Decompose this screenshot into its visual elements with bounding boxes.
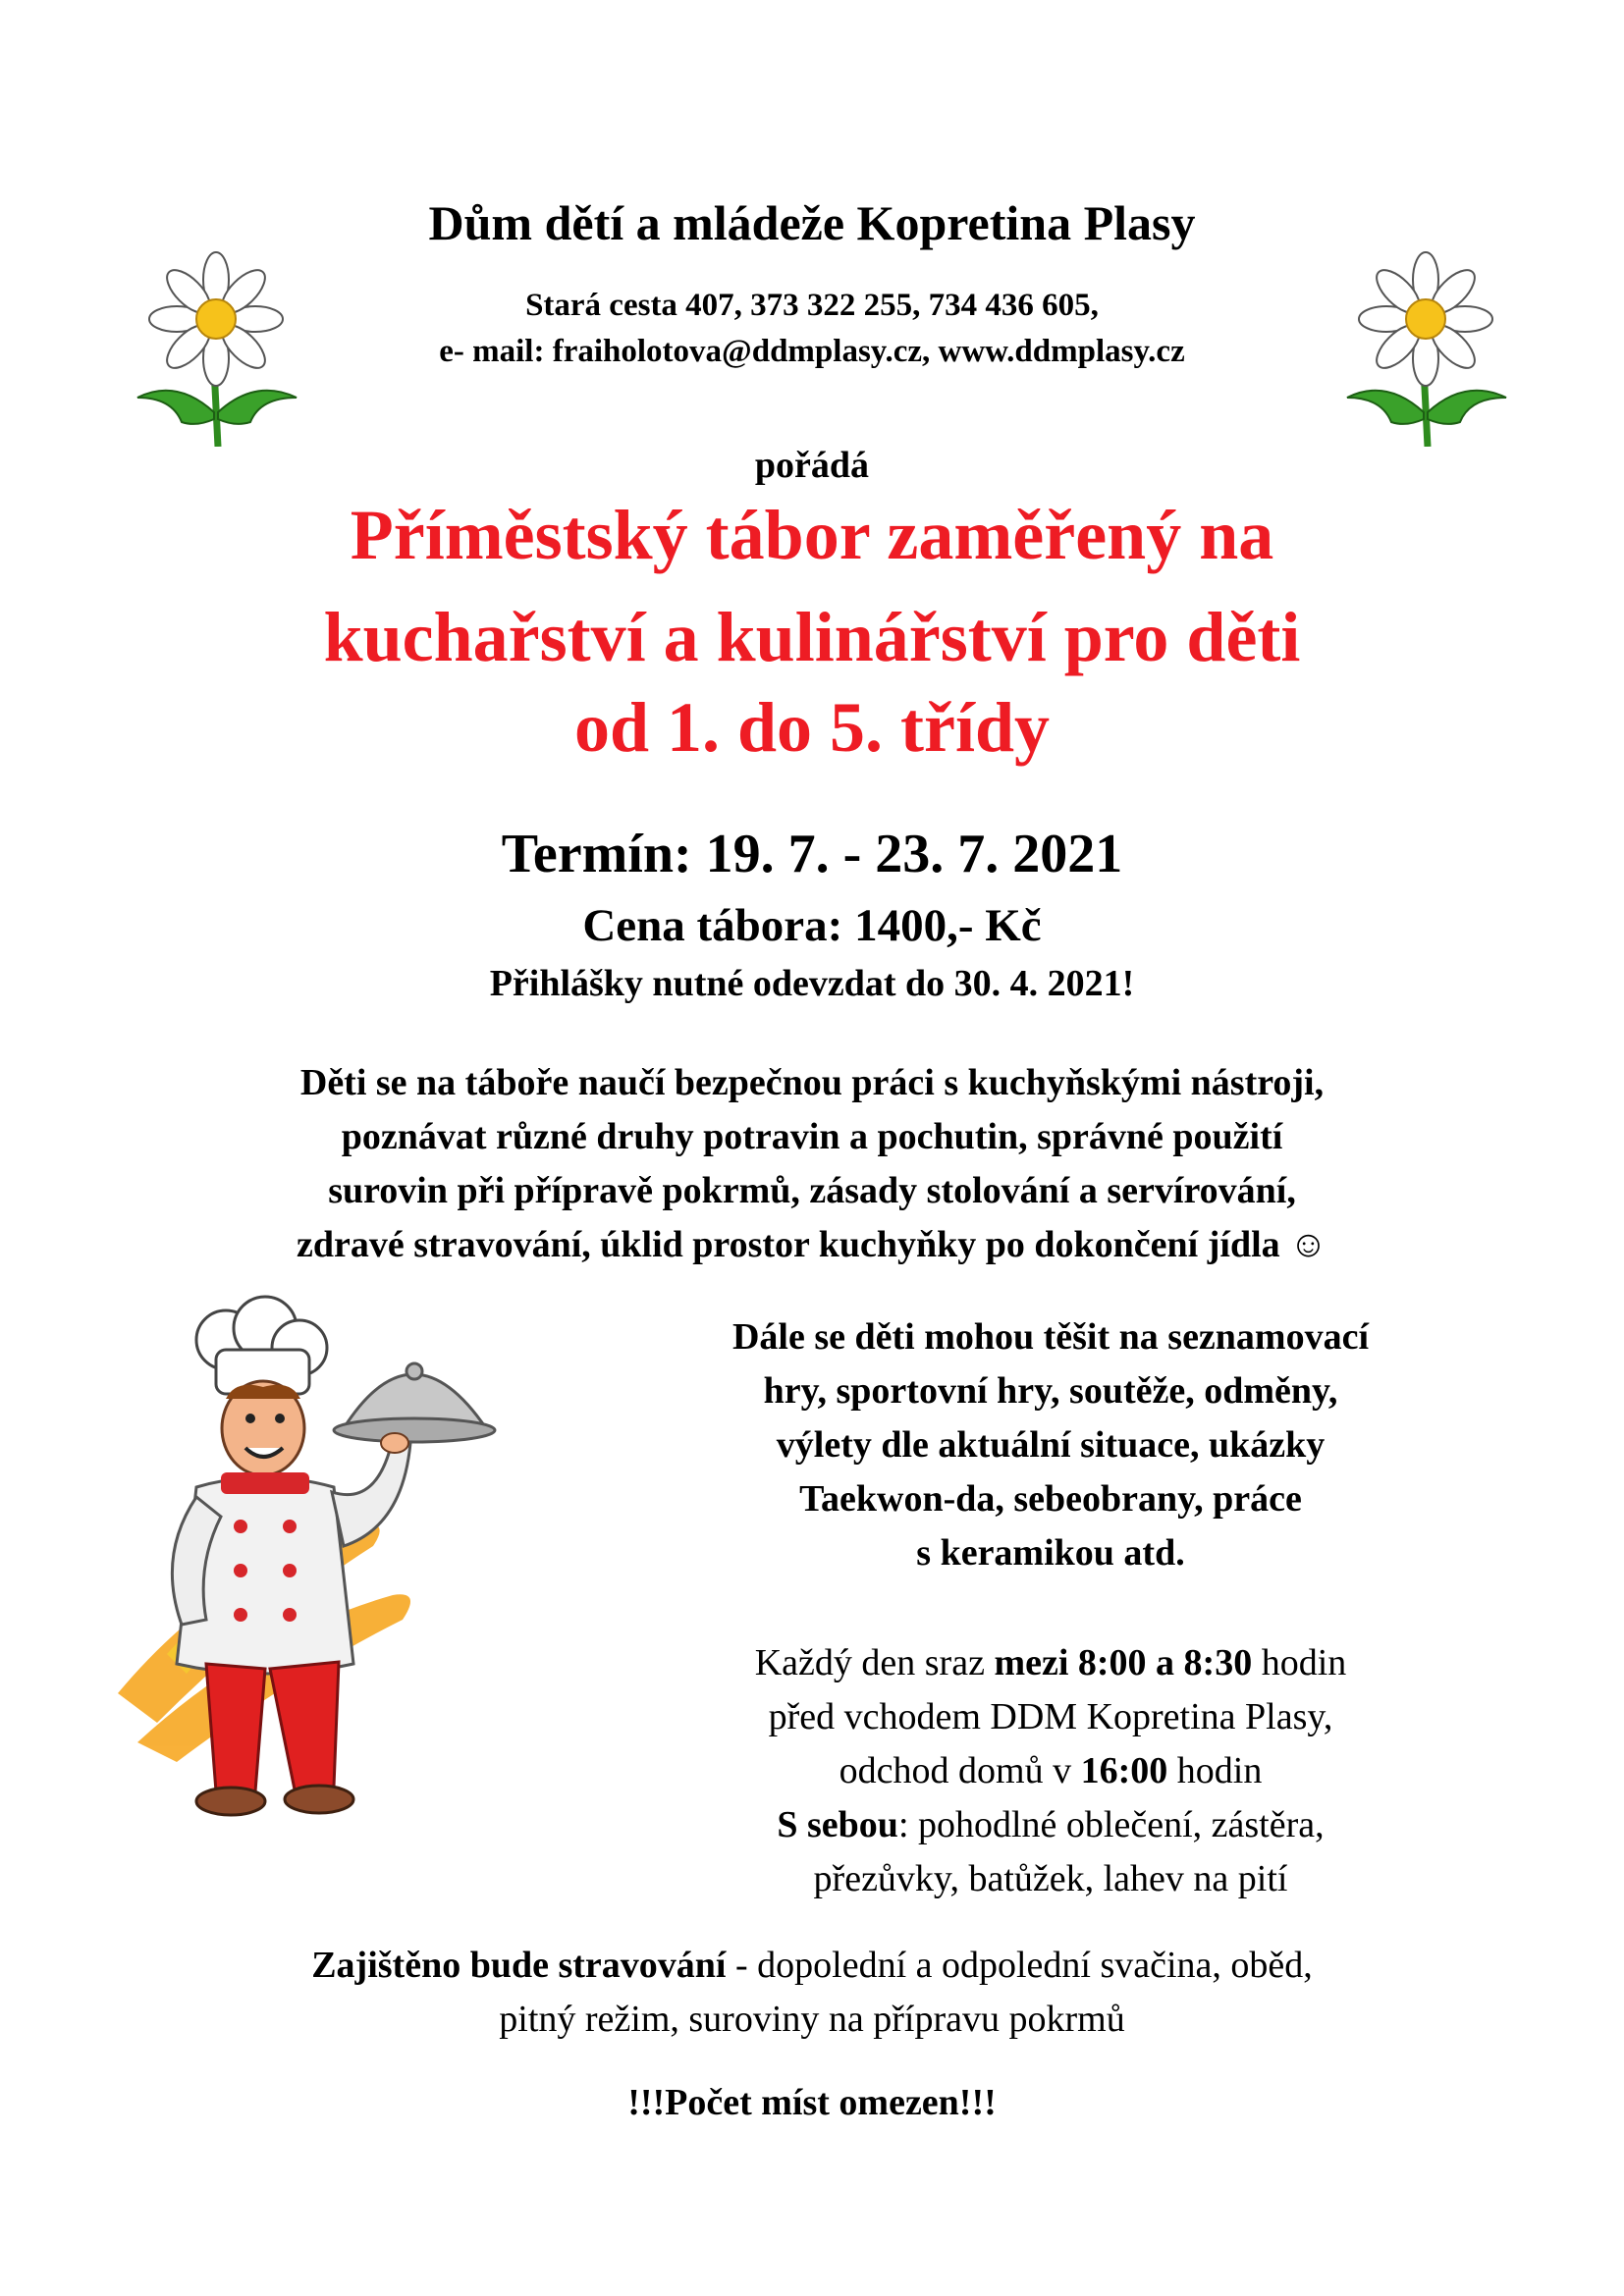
activities-line: hry, sportovní hry, soutěže, odměny, xyxy=(763,1370,1338,1412)
departure-time: 16:00 xyxy=(1080,1750,1168,1791)
organizes-text: pořádá xyxy=(754,445,870,486)
schedule-meeting-time xyxy=(677,1641,1424,1684)
contact-line: e- mail: fraiholotova@ddmplasy.cz, www.ddmplasy.cz xyxy=(439,334,1185,369)
daisy-flower-icon xyxy=(128,250,304,447)
cloche-tray xyxy=(334,1363,495,1453)
chef-trousers xyxy=(206,1662,339,1791)
meals-text: - dopolední a odpolední svačina, oběd, xyxy=(726,1945,1313,1986)
capacity-limited-notice: !!!Počet míst omezen!!! xyxy=(627,2082,997,2123)
meeting-time: mezi 8:00 a 8:30 xyxy=(994,1642,1253,1683)
schedule-departure-time xyxy=(677,1749,1424,1792)
schedule-bring-items xyxy=(677,1803,1424,1846)
bring-items: : pohodlné oblečení, zástěra, xyxy=(897,1804,1325,1845)
registration-deadline: Přihlášky nutné odevzdat do 30. 4. 2021! xyxy=(489,963,1135,1004)
title-line-3: od 1. do 5. třídy xyxy=(573,688,1051,767)
schedule-text: Každý den sraz xyxy=(754,1642,995,1683)
chef-shoes xyxy=(196,1786,353,1815)
activities-line: s keramikou atd. xyxy=(916,1532,1185,1574)
camp-price: Cena tábora: 1400,- Kč xyxy=(582,900,1042,951)
description-line: Děti se na táboře naučí bezpečnou práci s kuchyňskými nástroji, xyxy=(299,1062,1325,1103)
description-line: poznávat různé druhy potravin a pochutin, správné použití xyxy=(341,1116,1283,1157)
schedule-text: odchod domů v xyxy=(839,1750,1081,1791)
address-line: Stará cesta 407, 373 322 255, 734 436 605, xyxy=(525,288,1099,323)
flower-center xyxy=(1406,299,1445,339)
description-line: surovin při přípravě pokrmů, zásady stolování a servírování, xyxy=(328,1170,1296,1211)
meals-label: Zajištěno bude stravování xyxy=(311,1945,727,1986)
description-line: zdravé stravování, úklid prostor kuchyňky po dokončení jídla ☺ xyxy=(297,1224,1327,1265)
bring-label: S sebou xyxy=(777,1804,898,1845)
activities-line: Dále se děti mohou těšit na seznamovací xyxy=(731,1316,1370,1358)
term-dates: Termín: 19. 7. - 23. 7. 2021 xyxy=(501,824,1123,884)
activities-line: výlety dle aktuální situace, ukázky xyxy=(776,1424,1326,1466)
meals-line xyxy=(0,1944,1624,1987)
schedule-bring-items-cont: přezůvky, batůžek, lahev na pití xyxy=(813,1858,1288,1899)
chef-hat xyxy=(196,1297,327,1394)
daisy-flower-icon xyxy=(1337,250,1514,447)
schedule-meeting-place: před vchodem DDM Kopretina Plasy, xyxy=(768,1696,1333,1737)
title-line-1: Příměstský tábor zaměřený na xyxy=(350,496,1274,574)
schedule-text: hodin xyxy=(1252,1642,1347,1683)
chef-face xyxy=(222,1381,304,1475)
activities-line: Taekwon-da, sebeobrany, práce xyxy=(799,1478,1302,1520)
organization-name: Dům dětí a mládeže Kopretina Plasy xyxy=(428,195,1196,250)
chef-with-cloche-icon xyxy=(98,1281,550,1850)
meals-line: pitný režim, suroviny na přípravu pokrmů xyxy=(499,1999,1125,2040)
schedule-text: hodin xyxy=(1167,1750,1263,1791)
chef-jacket xyxy=(172,1438,410,1674)
title-line-2: kuchařství a kulinářství pro děti xyxy=(323,598,1301,676)
flower-center xyxy=(196,299,236,339)
